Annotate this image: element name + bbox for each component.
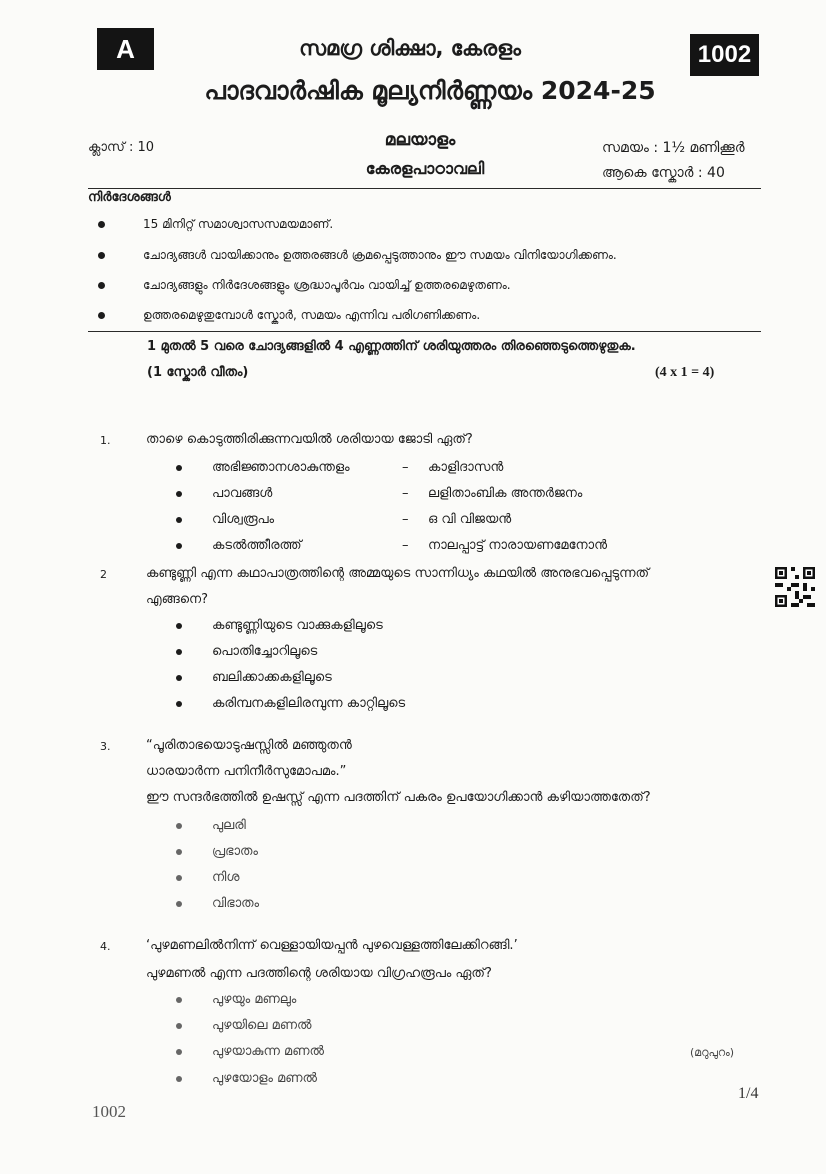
bullet-icon (176, 823, 182, 829)
option-pair: പാവങ്ങൾ – ലളിതാംബിക അന്തർജനം (176, 486, 582, 501)
option-item: പുഴയോളം മണൽ (176, 1071, 317, 1086)
header-divider (88, 188, 761, 189)
question-text: ഈ സന്ദർഭത്തിൽ ഉഷസ്സ് എന്ന പദത്തിന് പകരം ഉപയോഗിക്കാൻ കഴിയാത്തതേത്? (146, 790, 651, 805)
bullet-icon (176, 997, 182, 1003)
question-number: 2 (100, 568, 107, 581)
turn-over-note: (മറുപുറം) (690, 1046, 735, 1059)
option-item: പ്രഭാതം (176, 844, 258, 859)
instruction-item: ചോദ്യങ്ങൾ വായിക്കാനും ഉത്തരങ്ങൾ ക്രമപ്പെടുത്താനും ഈ സമയം വിനിയോഗിക്കണം. (98, 248, 617, 263)
page-number: 1/4 (738, 1085, 759, 1102)
question-text: ധാരയാർന്ന പനിനീർസുമോപമം.” (146, 764, 347, 779)
total-score-label: ആകെ സ്കോർ : 40 (602, 165, 725, 181)
bullet-icon (98, 221, 105, 228)
bullet-icon (176, 1049, 182, 1055)
bullet-icon (176, 465, 182, 471)
question-text: കണ്ടുണ്ണി എന്ന കഥാപാത്രത്തിന്റെ അമ്മയുടെ സാന്നിധ്യം കഥയിൽ അനുഭവപ്പെടുന്നത് (146, 566, 650, 581)
class-label: ക്ലാസ് : 10 (88, 140, 155, 155)
bullet-icon (98, 312, 105, 319)
option-pair: അഭിജ്ഞാനശാകുന്തളം – കാളിദാസൻ (176, 460, 503, 475)
bullet-icon (98, 252, 105, 259)
option-pair: വിശ്വരൂപം – ഒ വി വിജയൻ (176, 512, 511, 527)
instruction-item: ഉത്തരമെഴുതുമ്പോൾ സ്കോർ, സമയം എന്നിവ പരിഗണിക്കണം. (98, 308, 480, 323)
question-number: 4. (100, 940, 111, 953)
bullet-icon (176, 517, 182, 523)
bullet-icon (176, 1076, 182, 1082)
bullet-icon (176, 901, 182, 907)
instructions-divider (88, 331, 761, 332)
bullet-icon (176, 701, 182, 707)
bullet-icon (176, 623, 182, 629)
section-instruction: 1 മുതൽ 5 വരെ ചോദ്യങ്ങളിൽ 4 എണ്ണത്തിന് ശരിയുത്തരം തിരഞ്ഞെടുത്തെഴുതുക. (147, 339, 636, 354)
organization-title: സമഗ്ര ശിക്ഷാ, കേരളം (299, 36, 521, 60)
question-text: ‘പുഴമണലിൽനിന്ന് വെള്ളായിയപ്പൻ പുഴവെള്ളത്തിലേക്കിറങ്ങി.’ (146, 938, 518, 953)
option-item: പുലരി (176, 818, 246, 833)
option-item: നിശ (176, 870, 239, 885)
reader-title: കേരളപാഠാവലി (365, 159, 485, 178)
section-marks: (4 x 1 = 4) (655, 365, 715, 380)
option-item: പുഴയിലെ മണൽ (176, 1018, 311, 1033)
question-text: എങ്ങനെ? (146, 592, 209, 607)
exam-title: പാദവാർഷിക മൂല്യനിർണ്ണയം 2024-25 (204, 76, 656, 105)
option-item: പുഴയും മണലും (176, 992, 296, 1007)
question-text: താഴെ കൊടുത്തിരിക്കുന്നവയിൽ ശരിയായ ജോടി ഏത്? (146, 432, 473, 447)
instructions-title: നിർദേശങ്ങൾ (88, 190, 171, 205)
option-item: കരിമ്പനകളിലിരമ്പുന്ന കാറ്റിലൂടെ (176, 696, 405, 711)
bullet-icon (176, 675, 182, 681)
bullet-icon (176, 491, 182, 497)
option-item: കണ്ടുണ്ണിയുടെ വാക്കുകളിലൂടെ (176, 618, 383, 633)
footer-paper-code: 1002 (92, 1102, 126, 1121)
section-per-score: (1 സ്കോർ വീതം) (147, 365, 249, 380)
option-item: ബലിക്കാക്കകളിലൂടെ (176, 670, 332, 685)
bullet-icon (176, 649, 182, 655)
set-badge: A (97, 28, 154, 70)
option-item: പുഴയാകുന്ന മണൽ (176, 1044, 324, 1059)
time-label: സമയം : 1½ മണിക്കൂർ (602, 140, 745, 156)
bullet-icon (176, 543, 182, 549)
question-text: “പൂരിതാഭയൊടുഷസ്സിൽ മഞ്ഞുതൻ (146, 738, 352, 753)
question-text: പുഴമണൽ എന്ന പദത്തിന്റെ ശരിയായ വിഗ്രഹരൂപം ഏത്? (146, 966, 492, 981)
bullet-icon (176, 1023, 182, 1029)
bullet-icon (176, 875, 182, 881)
instruction-item: ചോദ്യങ്ങളും നിർദേശങ്ങളും ശ്രദ്ധാപൂർവം വായിച്ച് ഉത്തരമെഴുതണം. (98, 278, 511, 293)
qr-code (775, 567, 815, 607)
option-pair: കടൽത്തീരത്ത് – നാലപ്പാട്ട് നാരായണമേനോൻ (176, 538, 607, 553)
question-number: 1. (100, 434, 111, 447)
question-number: 3. (100, 740, 111, 753)
subject-title: മലയാളം (384, 130, 456, 150)
bullet-icon (98, 282, 105, 289)
instruction-item: 15 മിനിറ്റ് സമാശ്വാസസമയമാണ്. (98, 217, 333, 232)
option-item: പൊതിച്ചോറിലൂടെ (176, 644, 317, 659)
option-item: വിഭാതം (176, 896, 259, 911)
bullet-icon (176, 849, 182, 855)
paper-code-badge: 1002 (690, 34, 759, 76)
